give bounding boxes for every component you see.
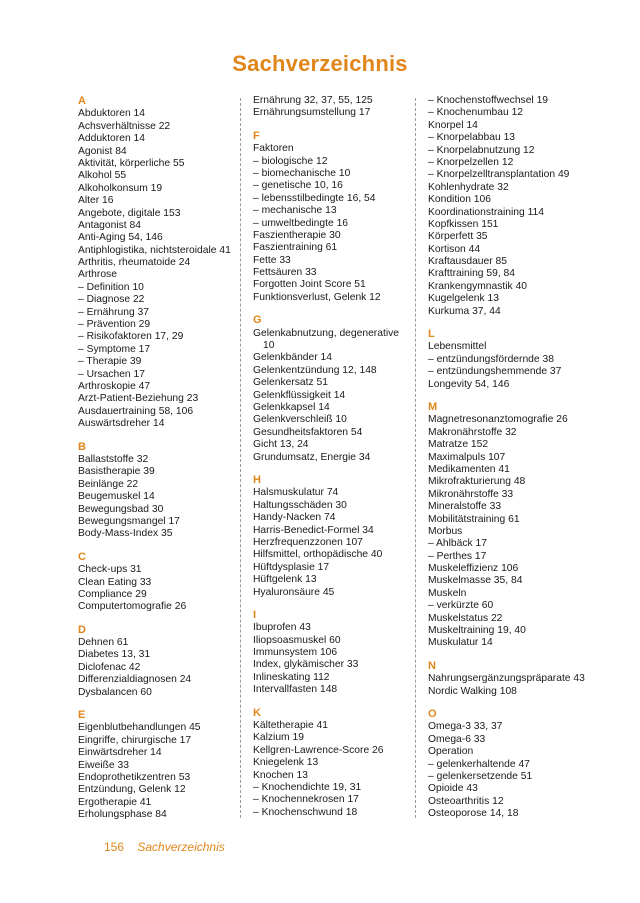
index-entry: Hyaluronsäure 45: [253, 586, 335, 598]
index-entry: Herzfrequenzzonen 107: [253, 536, 363, 548]
index-entry: Muskeltraining 19, 40: [428, 625, 526, 637]
index-entry: Operation: [428, 746, 474, 758]
index-entry: Clean Eating 33: [78, 576, 152, 588]
index-entry: – Knochennekrosen 17: [253, 794, 359, 806]
index-letter-heading: C: [78, 550, 86, 563]
index-entry: Abduktoren 14: [78, 108, 145, 120]
index-column-1: [78, 95, 240, 825]
index-column-3: [416, 95, 585, 825]
page-number: 156: [104, 840, 125, 854]
index-entry: – Knorpelzellen 12: [428, 156, 514, 168]
index-entry: Mineralstoffe 33: [428, 501, 502, 513]
index-entry: Funktionsverlust, Gelenk 12: [253, 291, 381, 303]
index-entry: Kortison 44: [428, 243, 481, 255]
index-entry: Morbus: [428, 525, 463, 537]
index-entry: Anti-Aging 54, 146: [78, 232, 163, 244]
index-entry: Entzündung, Gelenk 12: [78, 784, 186, 796]
index-entry: Arthrose: [78, 269, 117, 281]
index-entry: Medikamenten 41: [428, 463, 510, 475]
index-entry: Compliance 29: [78, 588, 147, 600]
index-entry: Body-Mass-Index 35: [78, 528, 173, 540]
index-entry: Muskelstatus 22: [428, 612, 503, 624]
index-entry: Erholungsphase 84: [78, 809, 167, 821]
index-entry: Krafttraining 59, 84: [428, 268, 516, 280]
index-entry: Gelenkkapsel 14: [253, 402, 330, 414]
index-entry: Handy-Nacken 74: [253, 512, 336, 524]
index-entry: Arthritis, rheumatoide 24: [78, 257, 191, 269]
index-entry: Nahrungsergänzungspräparate 43: [428, 673, 585, 685]
index-entry: Arzt-Patient-Beziehung 23: [78, 393, 199, 405]
index-entry: – umweltbedingte 16: [253, 217, 349, 229]
index-entry: Kohlenhydrate 32: [428, 181, 509, 193]
index-entry: Grundumsatz, Energie 34: [253, 451, 371, 463]
index-entry: Mikrofrakturierung 48: [428, 476, 526, 488]
index-entry: – Prävention 29: [78, 319, 151, 331]
index-entry: Auswärtsdreher 14: [78, 418, 165, 430]
index-entry: Faszientraining 61: [253, 242, 338, 254]
index-entry: Ernährung 32, 37, 55, 125: [253, 95, 373, 106]
index-letter-heading: G: [253, 314, 262, 327]
index-letter-heading: M: [428, 401, 438, 413]
index-entry: Mobilitätstraining 61: [428, 513, 520, 525]
index-entry: – Diagnose 22: [78, 294, 145, 306]
index-entry: Omega-6 33: [428, 733, 486, 745]
index-entry: – entzündungsfördernde 38: [428, 353, 554, 365]
index-entry: Ergotherapie 41: [78, 796, 152, 808]
index-entry: – Perthes 17: [428, 550, 487, 562]
index-entry: Alkoholkonsum 19: [78, 182, 163, 194]
index-entry: Immunsystem 106: [253, 647, 338, 659]
index-entry: Ibuprofen 43: [253, 622, 311, 634]
index-entry: – Knochenstoffwechsel 19: [428, 95, 549, 106]
index-entry: Muskeln: [428, 587, 467, 599]
index-entry: Einwärtsdreher 14: [78, 747, 162, 759]
index-entry: Achsverhältnisse 22: [78, 120, 171, 132]
index-entry: – mechanische 13: [253, 205, 337, 217]
index-entry: Gelenkentzündung 12, 148: [253, 364, 377, 376]
index-entry: Adduktoren 14: [78, 133, 145, 145]
index-entry: Check-ups 31: [78, 564, 142, 576]
index-letter-heading: I: [253, 608, 257, 621]
index-entry: Muskeleffizienz 106: [428, 563, 519, 575]
index-letter-heading: F: [253, 129, 260, 142]
index-entry: Gesundheitsfaktoren 54: [253, 426, 363, 438]
index-entry: Kältetherapie 41: [253, 720, 328, 732]
index-entry: – biomechanische 10: [253, 167, 351, 179]
footer-section-title: Sachverzeichnis: [137, 840, 225, 854]
index-entry: Gicht 13, 24: [253, 439, 309, 451]
index-letter-heading: B: [78, 440, 86, 453]
index-entry: Index, glykämischer 33: [253, 659, 359, 671]
index-entry: – Risikofaktoren 17, 29: [78, 331, 184, 343]
index-entry: Halsmuskulatur 74: [253, 487, 339, 499]
index-entry: Hüftdysplasie 17: [253, 561, 330, 573]
index-entry: – lebensstilbedingte 16, 54: [253, 192, 376, 204]
index-entry: Körperfett 35: [428, 231, 488, 243]
index-entry: Kugelgelenk 13: [428, 293, 499, 305]
index-entry: Kurkuma 37, 44: [428, 305, 501, 317]
index-entry: Kondition 106: [428, 194, 491, 206]
index-entry: Fette 33: [253, 254, 291, 266]
index-entry: Iliopsoasmuskel 60: [253, 634, 341, 646]
index-entry: Makronährstoffe 32: [428, 426, 517, 438]
index-entry: – Knorpelabbau 13: [428, 132, 516, 144]
index-entry: Faktoren: [253, 143, 294, 155]
index-entry: Kraftausdauer 85: [428, 256, 507, 268]
index-entry: – Ernährung 37: [78, 306, 149, 318]
index-letter-heading: A: [78, 95, 86, 107]
index-entry: Knochen 13: [253, 769, 308, 781]
index-entry: – genetische 10, 16: [253, 180, 343, 192]
index-entry: – Knochendichte 19, 31: [253, 782, 362, 793]
index-entry: – entzündungshemmende 37: [428, 366, 562, 378]
index-entry: Gelenkersatz 51: [253, 377, 328, 389]
index-entry: Differenzialdiagnosen 24: [78, 674, 192, 686]
index-entry: 10: [263, 340, 275, 352]
index-entry: Eiweiße 33: [78, 759, 129, 771]
index-entry: Knorpel 14: [428, 119, 478, 131]
index-entry: Opioide 43: [428, 783, 478, 795]
index-entry: Diclofenac 42: [78, 661, 141, 673]
index-entry: – Knochenumbau 12: [428, 107, 524, 119]
index-entry: Ausdauertraining 58, 106: [78, 405, 194, 417]
index-entry: – Ahlbäck 17: [428, 538, 487, 550]
index-letter-heading: E: [78, 709, 86, 722]
index-entry: Muskulatur 14: [428, 637, 493, 649]
index-entry: Intervallfasten 148: [253, 684, 338, 696]
index-entry: Osteoporose 14, 18: [428, 808, 519, 820]
index-letter-heading: H: [253, 473, 261, 486]
index-entry: Basistherapie 39: [78, 466, 155, 478]
index-entry: Omega-3 33, 37: [428, 721, 503, 733]
index-entry: Lebensmittel: [428, 341, 487, 353]
index-entry: Alter 16: [78, 195, 114, 207]
index-entry: Nordic Walking 108: [428, 685, 517, 697]
index-entry: – gelenkerhaltende 47: [428, 758, 530, 770]
index-entry: Dysbalancen 60: [78, 686, 152, 698]
index-entry: Ernährungsumstellung 17: [253, 107, 371, 119]
index-entry: Maximalpuls 107: [428, 451, 506, 463]
index-entry: Bewegungsmangel 17: [78, 515, 180, 527]
index-entry: Krankengymnastik 40: [428, 280, 528, 292]
index-entry: Eingriffe, chirurgische 17: [78, 734, 192, 746]
index-entry: Eigenblutbehandlungen 45: [78, 722, 201, 734]
index-entry: Dehnen 61: [78, 637, 129, 649]
index-entry: Bewegungsbad 30: [78, 503, 164, 515]
index-entry: – verkürzte 60: [428, 600, 494, 612]
index-entry: Agonist 84: [78, 145, 127, 157]
index-letter-heading: O: [428, 708, 437, 721]
index-entry: Alkohol 55: [78, 170, 127, 182]
index-entry: Osteoarthritis 12: [428, 795, 504, 807]
index-entry: – Knochenschwund 18: [253, 806, 358, 818]
index-entry: Koordinationstraining 114: [428, 206, 545, 218]
index-entry: Fettsäuren 33: [253, 267, 317, 279]
index-entry: Angebote, digitale 153: [78, 207, 181, 219]
index-entry: Haltungsschäden 30: [253, 499, 347, 511]
index-entry: – Definition 10: [78, 281, 144, 293]
index-entry: Kalzium 19: [253, 732, 304, 744]
index-entry: Beugemuskel 14: [78, 491, 155, 503]
index-entry: Longevity 54, 146: [428, 378, 510, 390]
index-entry: Inlineskating 112: [253, 671, 330, 683]
index-entry: Mikronährstoffe 33: [428, 488, 514, 500]
index-entry: – Ursachen 17: [78, 368, 145, 380]
index-entry: Computertomografie 26: [78, 601, 187, 613]
index-entry: Kellgren-Lawrence-Score 26: [253, 744, 384, 756]
index-entry: Hüftgelenk 13: [253, 574, 317, 586]
index-entry: Aktivität, körperliche 55: [78, 157, 185, 169]
index-letter-heading: N: [428, 659, 436, 672]
index-entry: Matratze 152: [428, 439, 489, 451]
index-entry: Gelenkabnutzung, degenerative: [253, 327, 399, 339]
index-letter-heading: D: [78, 623, 86, 636]
index-entry: Forgotten Joint Score 51: [253, 279, 366, 291]
index-column-2: [241, 95, 415, 825]
index-entry: Antagonist 84: [78, 219, 141, 231]
index-entry: Gelenkverschleiß 10: [253, 414, 347, 426]
index-entry: Kniegelenk 13: [253, 757, 319, 769]
index-entry: Gelenkbänder 14: [253, 352, 333, 364]
index-entry: – Knorpelzelltransplantation 49: [428, 169, 570, 181]
index-letter-heading: K: [253, 706, 261, 719]
page-title: Sachverzeichnis: [232, 51, 408, 76]
index-entry: – Therapie 39: [78, 356, 142, 368]
index-entry: Arthroskopie 47: [78, 381, 151, 392]
index-entry: Diabetes 13, 31: [78, 649, 151, 661]
index-entry: Magnetresonanztomografie 26: [428, 414, 568, 426]
index-entry: Endoprothetikzentren 53: [78, 772, 191, 783]
index-entry: Gelenkflüssigkeit 14: [253, 389, 346, 401]
index-entry: Kopfkissen 151: [428, 218, 499, 230]
index-entry: – gelenkersetzende 51: [428, 770, 533, 782]
index-entry: Harris-Benedict-Formel 34: [253, 524, 374, 536]
index-entry: – Knorpelabnutzung 12: [428, 144, 535, 156]
index-entry: – biologische 12: [253, 155, 328, 167]
index-entry: Faszientherapie 30: [253, 229, 341, 241]
index-entry: Ballaststoffe 32: [78, 453, 149, 465]
index-entry: Hilfsmittel, orthopädische 40: [253, 549, 383, 561]
index-columns: [78, 95, 585, 825]
index-letter-heading: L: [428, 328, 435, 341]
index-entry: Antiphlogistika, nichtsteroidale 41: [78, 244, 231, 256]
index-entry: – Symptome 17: [78, 343, 151, 355]
index-entry: Muskelmasse 35, 84: [428, 575, 523, 587]
index-entry: Beinlänge 22: [78, 478, 139, 490]
page-footer: [104, 840, 225, 854]
